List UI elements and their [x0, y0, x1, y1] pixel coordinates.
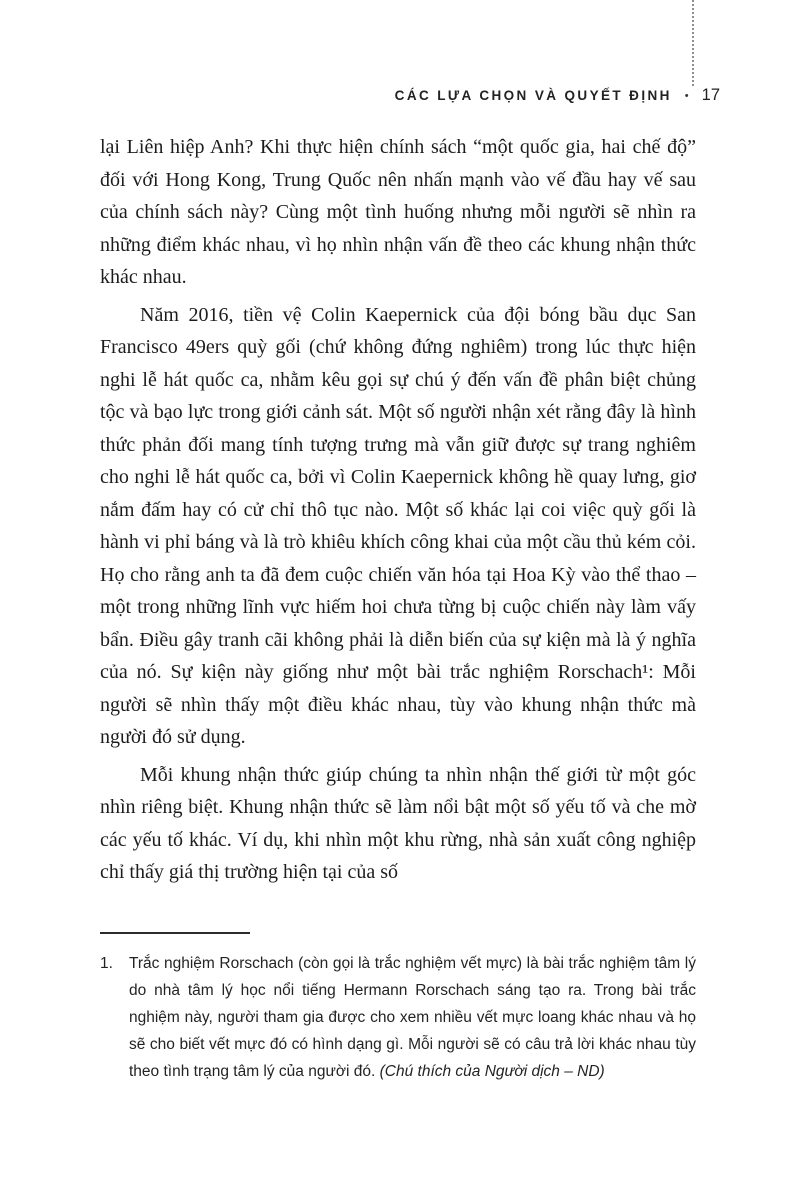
footnote: [100, 950, 696, 1085]
header-bullet: •: [684, 90, 689, 102]
body-text: [100, 131, 696, 894]
paragraph-kaepernick: Năm 2016, tiền vệ Colin Kaepernick của đội bóng bầu dục San Francisco 49ers quỳ gối (chứ không đứng nghiêm) trong lúc thực hiện nghi lễ hát quốc ca, nhằm kêu gọi sự chú ý đến vấn đề phân biệt chủng tộc và bạo lực trong giới cảnh sát. Một số người nhận xét rằng đây là hình thức phản đối mang tính tượng trưng mà vẫn giữ được sự trang nghiêm cho nghi lễ hát quốc ca, bởi vì Colin Kaepernick không hề quay lưng, giơ nắm đấm hay có cử chỉ thô tục nào. Một số khác lại coi việc quỳ gối là hành vi phỉ báng và là trò khiêu khích công khai của một cầu thủ kém cỏi. Họ cho rằng anh ta đã đem cuộc chiến văn hóa tại Hoa Kỳ vào thể thao – một trong những lĩnh vực hiếm hoi chưa từng bị cuộc chiến này làm vấy bẩn. Điều gây tranh cãi không phải là diễn biến của sự kiện mà là ý nghĩa của nó. Sự kiện này giống như một bài trắc nghiệm Rorschach¹: Mỗi người sẽ nhìn thấy một điều khác nhau, tùy vào khung nhận thức mà người đó sử dụng.: [100, 303, 696, 748]
page-header: [100, 86, 720, 105]
footnote-translator-note: (Chú thích của Người dịch – ND): [379, 1063, 605, 1080]
footnote-text: [129, 950, 696, 1085]
footnote-marker: 1.: [100, 955, 113, 972]
footnote-separator: [100, 932, 250, 934]
page-number: 17: [701, 86, 720, 104]
footnote-body: Trắc nghiệm Rorschach (còn gọi là trắc nghiệm vết mực) là bài trắc nghiệm tâm lý do nhà tâm lý học nổi tiếng Hermann Rorschach sáng tạo ra. Trong bài trắc nghiệm này, người tham gia được cho xem nhiều vết mực loang khác nhau và họ sẽ cho biết vết mực đó có hình dạng gì. Mỗi người sẽ có câu trả lời khác nhau tùy theo tình trạng tâm lý của người đó.: [129, 955, 696, 1080]
footnote-area: [100, 932, 696, 1085]
paragraph-frames: Mỗi khung nhận thức giúp chúng ta nhìn nhận thế giới từ một góc nhìn riêng biệt. Khung nhận thức sẽ làm nổi bật một số yếu tố và che mờ các yếu tố khác. Ví dụ, khi nhìn một khu rừng, nhà sản xuất công nghiệp chỉ thấy giá thị trường hiện tại của số: [100, 763, 696, 883]
paragraph-continuation: lại Liên hiệp Anh? Khi thực hiện chính sách “một quốc gia, hai chế độ” đối với Hong Kong, Trung Quốc nên nhấn mạnh vào vế đầu hay vế sau của chính sách này? Cùng một tình huống nhưng mỗi người sẽ nhìn ra những điểm khác nhau, vì họ nhìn nhận vấn đề theo các khung nhận thức khác nhau.: [100, 136, 696, 288]
decorative-dotted-line: [692, 0, 694, 86]
running-title: CÁC LỰA CHỌN VÀ QUYẾT ĐỊNH: [394, 88, 672, 103]
